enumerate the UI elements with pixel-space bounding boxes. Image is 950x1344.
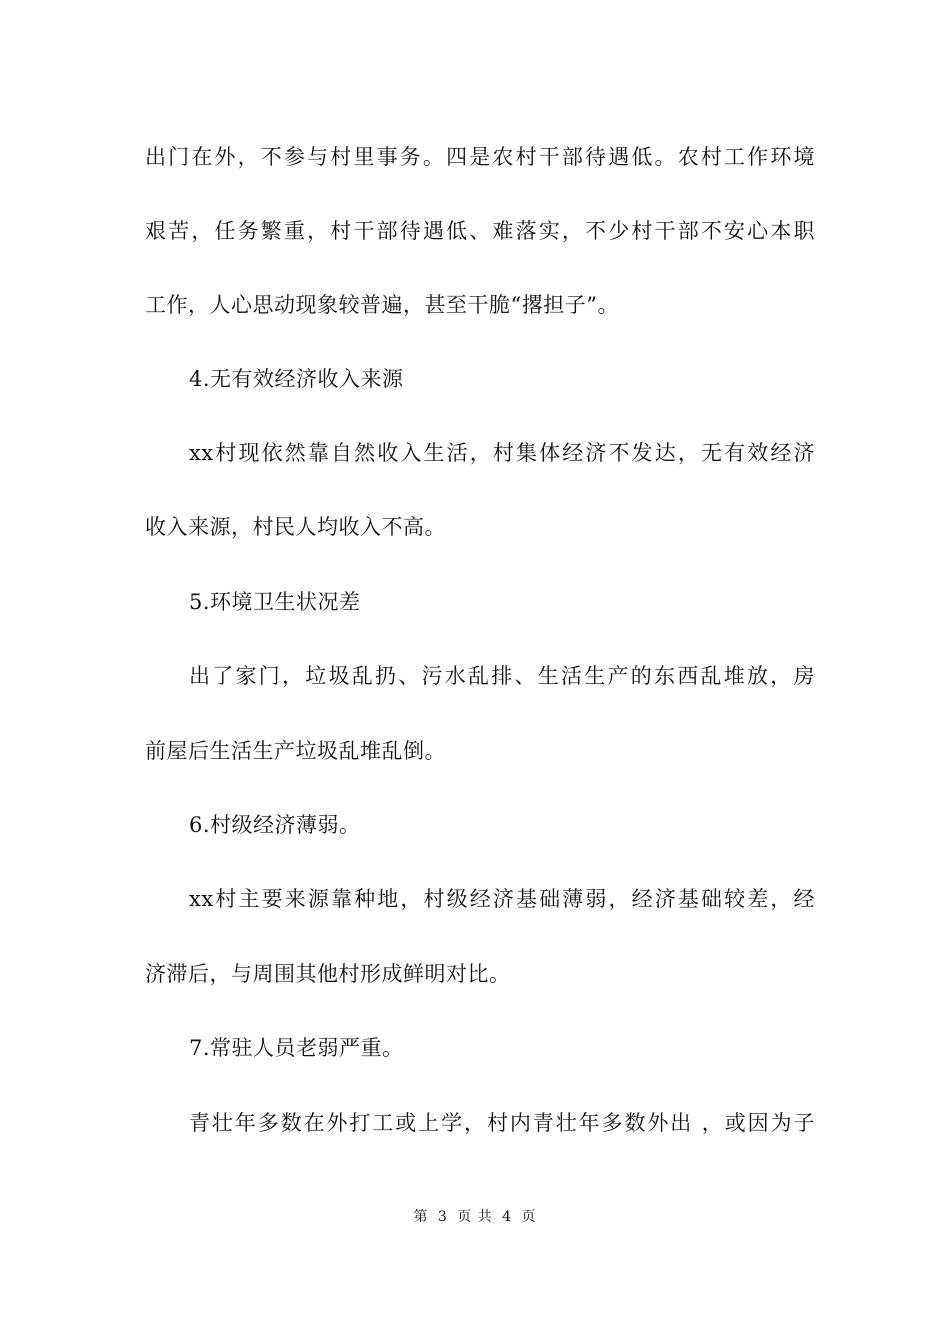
paragraph-line: 出门在外，不参与村里事务。四是农村干部待遇低。农村工作环境 [145, 145, 815, 169]
paragraph-line: xx村主要来源靠种地，村级经济基础薄弱，经济基础较差，经 [189, 887, 815, 911]
footer-prefix: 第 [413, 1209, 429, 1225]
total-pages-number: 4 [502, 1209, 513, 1225]
section-heading: 4.无有效经济收入来源 [189, 367, 404, 391]
section-heading: 7.常驻人员老弱严重。 [189, 1036, 404, 1060]
paragraph-line: 出了家门，垃圾乱扔、污水乱排、生活生产的东西乱堆放，房 [189, 664, 815, 688]
current-page-number: 3 [437, 1209, 448, 1225]
section-heading: 6.村级经济薄弱。 [189, 813, 361, 837]
paragraph-line: xx村现依然靠自然收入生活，村集体经济不发达，无有效经济 [189, 441, 815, 465]
page-footer [0, 1207, 950, 1227]
paragraph-line: 艰苦，任务繁重，村干部待遇低、难落实，不少村干部不安心本职 [145, 219, 815, 243]
footer-middle: 页 共 [457, 1209, 493, 1225]
section-heading: 5.环境卫生状况差 [189, 590, 361, 614]
footer-suffix: 页 [521, 1209, 537, 1225]
paragraph-line: 济滞后，与周围其他村形成鲜明对比。 [145, 962, 511, 986]
paragraph-line: 工作，人心思动现象较普遍，甚至干脆“撂担子”。 [145, 293, 619, 317]
paragraph-line: 青壮年多数在外打工或上学，村内青壮年多数外出 ，或因为子 [189, 1111, 815, 1135]
paragraph-line: 前屋后生活生产垃圾乱堆乱倒。 [145, 739, 446, 763]
paragraph-line: 收入来源，村民人均收入不高。 [145, 515, 446, 539]
